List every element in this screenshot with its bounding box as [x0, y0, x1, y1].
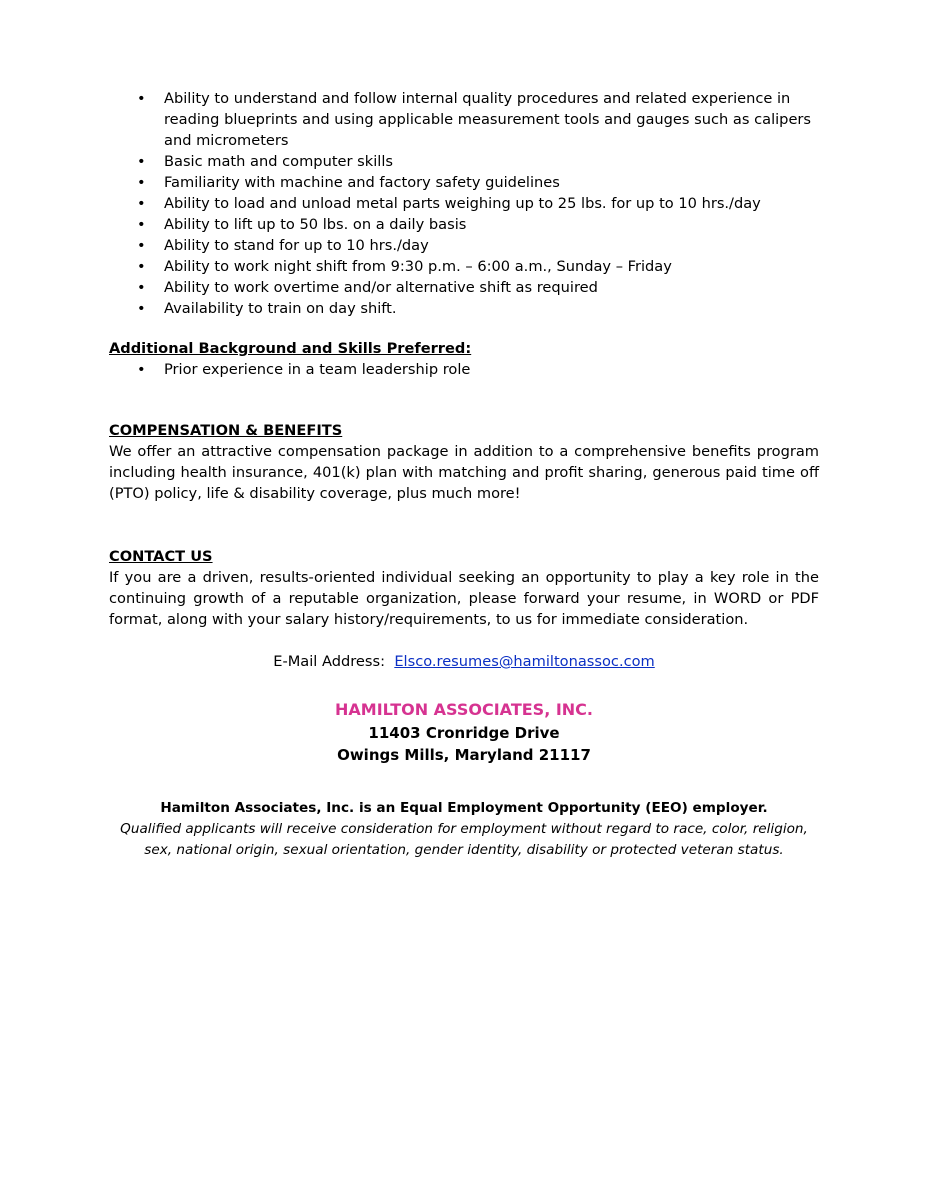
email-label: E-Mail Address: [273, 653, 386, 670]
bullet-icon: • [137, 90, 146, 107]
company-name: HAMILTON ASSOCIATES, INC. [335, 700, 593, 719]
compensation-body: We offer an attractive compensation package in addition to a comprehensive benefits program including health insurance, 401(k) plan with matching and profit sharing, generous paid time off (PTO) policy, life & disability coverage, plus much more! [109, 443, 819, 502]
eeo-note: Qualified applicants will receive consideration for employment without regard to race, color, religion, sex, national origin, sexual orientation, gender identity, disability or protected veteran status. [120, 821, 808, 858]
list-item [109, 151, 819, 172]
address-line-1: 11403 Cronridge Drive [368, 724, 560, 742]
compensation-heading: COMPENSATION & BENEFITS [109, 422, 343, 439]
bullet-icon: • [137, 258, 146, 275]
list-item [109, 214, 819, 235]
bullet-icon: • [137, 279, 146, 296]
requirement-text: Ability to lift up to 50 lbs. on a daily basis [164, 216, 467, 233]
list-item [109, 88, 819, 151]
requirement-text: Ability to load and unload metal parts weighing up to 25 lbs. for up to 10 hrs./day [164, 195, 761, 212]
eeo-statement: Hamilton Associates, Inc. is an Equal Employment Opportunity (EEO) employer. [160, 800, 768, 816]
preferred-list [109, 359, 819, 380]
requirement-text: Ability to work overtime and/or alternative shift as required [164, 279, 598, 296]
bullet-icon: • [137, 216, 146, 233]
list-item [109, 193, 819, 214]
email-line [109, 651, 819, 672]
list-item [109, 277, 819, 298]
bullet-icon: • [137, 300, 146, 317]
preferred-heading: Additional Background and Skills Preferred: [109, 340, 472, 357]
bullet-icon: • [137, 237, 146, 254]
requirement-text: Ability to understand and follow internal quality procedures and related experience in reading blueprints and using applicable measurement tools and gauges such as calipers and micrometers [164, 90, 812, 149]
bullet-icon: • [137, 195, 146, 212]
preferred-text: Prior experience in a team leadership role [164, 361, 471, 378]
requirement-text: Ability to stand for up to 10 hrs./day [164, 237, 429, 254]
contact-body: If you are a driven, results-oriented individual seeking an opportunity to play a key role in the continuing growth of a reputable organization, please forward your resume, in WORD or PDF format, along with your salary history/requirements, to us for immediate consideration. [109, 569, 819, 628]
requirement-text: Familiarity with machine and factory safety guidelines [164, 174, 560, 191]
list-item [109, 172, 819, 193]
list-item [109, 256, 819, 277]
requirements-list [109, 88, 819, 319]
document-page [109, 88, 819, 861]
requirement-text: Availability to train on day shift. [164, 300, 397, 317]
bullet-icon: • [137, 153, 146, 170]
list-item [109, 298, 819, 319]
bullet-icon: • [137, 361, 146, 378]
list-item [109, 359, 819, 380]
contact-heading: CONTACT US [109, 548, 213, 565]
bullet-icon: • [137, 174, 146, 191]
requirement-text: Basic math and computer skills [164, 153, 393, 170]
requirement-text: Ability to work night shift from 9:30 p.m. – 6:00 a.m., Sunday – Friday [164, 258, 672, 275]
list-item [109, 235, 819, 256]
email-link[interactable]: Elsco.resumes@hamiltonassoc.com [394, 653, 655, 670]
address-line-2: Owings Mills, Maryland 21117 [337, 746, 591, 764]
